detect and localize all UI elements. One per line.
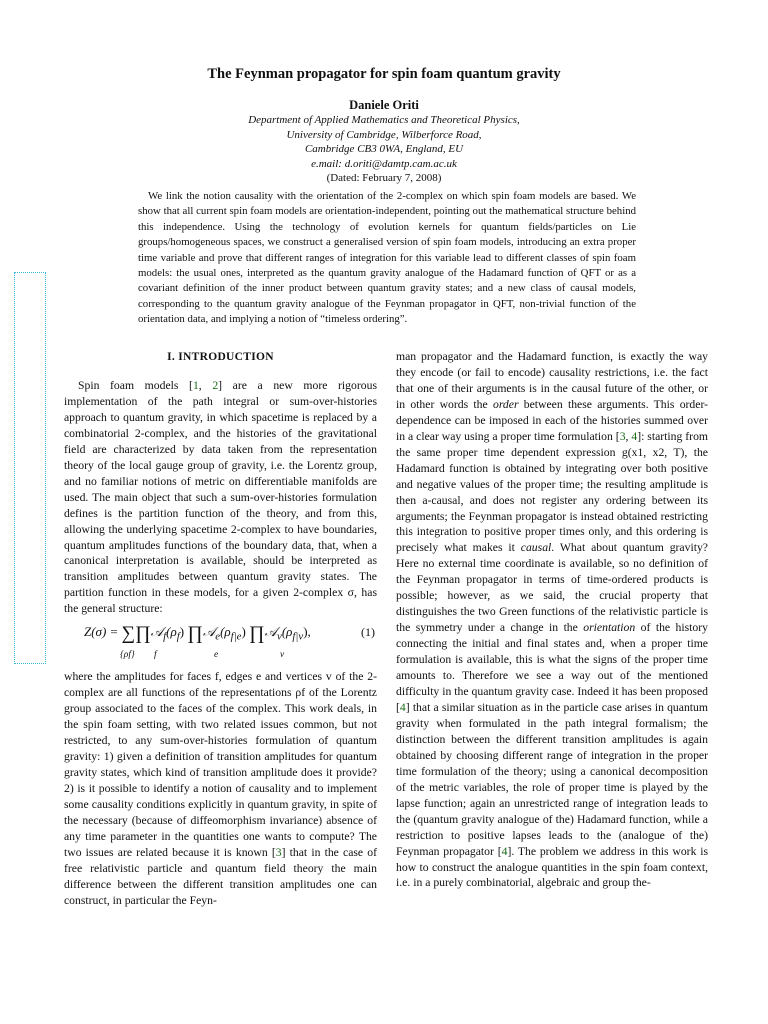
equation-number: (1)	[361, 625, 375, 640]
affiliation-line: University of Cambridge, Wilberforce Road,	[286, 128, 482, 141]
affiliation-line: Cambridge CB3 0WA, England, EU	[304, 143, 464, 156]
product-subscript-e: e	[214, 650, 219, 661]
affiliation-line: Department of Applied Mathematics and Theoretical Physics,	[248, 114, 520, 126]
author-name: Daniele Oriti	[349, 98, 419, 112]
paper-title: The Feynman propagator for spin foam quantum gravity	[207, 66, 561, 82]
email-line: e.mail: d.oriti@damtp.cam.ac.uk	[311, 157, 457, 170]
citation-link[interactable]: 1	[192, 379, 199, 392]
product-subscript-v: v	[280, 650, 285, 661]
equation-body: $Z(\sigma) = \sum\prod 𝒜_f(\rho_f)$ $\prod 𝒜_e(\rho_{f|e})$ $\prod 𝒜_v(\rho_{f|v})$,	[84, 623, 311, 645]
dated-line: (Dated: February 7, 2008)	[326, 172, 442, 185]
citation-link[interactable]: 4	[501, 844, 508, 858]
affiliation-block	[0, 113, 768, 186]
left-column	[64, 350, 377, 909]
intro-paragraph-continued: man propagator and the Hadamard function, is exactly the way they encode (or fail to encode) causality restrictions, i.e. the fact that one of their arguments is in the causal future of the other, or in other words the order between these arguments. This order-dependence can be imposed in each of the histories summed over in a clear way using a proper time formulation [3, 4]: starting from the same proper time dependent expression g(x1, x2, T), the Hadamard function is obtained by integrating over both positive and negative values of the proper time; the resulting amplitude is then a-causal, and does not register any ordering between its arguments; the Feynman propagator is instead obtained restricting this integration to positive proper times only, and this ordering is precisely what makes it causal. What about quantum gravity? Here no external time coordinate is available, so no definition of the Feynman propagator in terms of time-ordered products is possible; however, as we said, the crucial property that distinguishes the two Green functions of the relativistic particle is the symmetry under a change in the orientation of the history connecting the initial and final states and, when a proper time formulation is available, this is what the signs of the proper time amounts to. Therefore we see a way out of the mentioned difficulty in the quantum gravity case. Indeed it has been proposed [4] that a similar situation as in the particle case arises in quantum gravity when formulated in the path integral formalism; the distinction between the different transition amplitudes is again obtained by choosing different range of integration in the proper time formulation of the theory; using a canonical decomposition of the metric variables, the role of proper time is played by the lapse function; again an unrestricted range of integration leads to the (quantum gravity analogue of the) Hadamard function, while a restriction to positive lapses leads to the (analogue of the) Feynman propagator [4]. The problem we address in this work is how to construct the analogue quantities in the spin foam context, i.e. in a purely combinatorial, algebraic and group the-	[396, 350, 709, 890]
intro-paragraph-2: where the amplitudes for faces f, edges e and vertices v of the 2-complex are all functions of the representations ρf of the Lorentz group associated to the faces of the complex. This work deals, in the spin foam setting, with two related issues common, but not restricted, to any sum-over-histories formulation of quantum gravity: 1) given a definition of transition amplitudes for quantum gravity states, which kind of transition amplitude does it provide? 2) is it possible to identify a notion of causality and to implement some causality conditions explicitly in quantum gravity, in spite of the necessary (because of diffeomorphism invariance) absence of any time parameter in the quantities one wants to compute? The two issues are related because it is known [3] that in the case of free relativistic particle and quantum field theory the main difference between the different transition amplitudes one can construct, in particular the Feyn-	[64, 670, 378, 907]
citation-link[interactable]: 4	[399, 700, 406, 714]
citation-link[interactable]: 3	[619, 429, 626, 443]
intro-paragraph-1: Spin foam models [1, 2] are a new more rigorous implementation of the path integral or sum-over-histories approach to quantum gravity, in which spacetime is replaced by a combinatorial 2-complex, and the histories of the gravitational field are characterized by data taken from the representation theory of the local gauge group of gravity, i.e. the Lorentz group, and no familiar notions of metric on differentiable manifolds are used. The main object that such a sum-over-histories formulation defines is the partition function of the theory, and from this, allowing the underlying spacetime 2-complex to have boundaries, quantum amplitudes functions of the boundary data, that, when a canonical interpretation is available, should be interpreted as transition amplitudes between quantum gravity states. The partition function in these models, for a given 2-complex σ, has the general structure:	[64, 379, 377, 616]
sum-subscript: {ρf}	[120, 650, 135, 661]
abstract: We link the notion causality with the orientation of the 2-complex on which spin foam models are based. We show that all current spin foam models are orientation-independent, pointing out the mathematical structure behind this independence. Using the technology of evolution kernels for quantum fields/particles on Lie groups/homogeneous spaces, we construct a generalised version of spin foam models, introducing an extra proper time variable and prove that different ranges of integration for this variable lead to different classes of spin foam models: the usual ones, interpreted as the quantum gravity analogue of the Hadamard function of QFT or as a covariant definition of the inner product between quantum gravity states; and a new class of causal models, corresponding to the quantum gravity analogue of the Feynman propagator in QFT, non-trivial function of the orientation data, and implying a notion of “timeless ordering”.	[138, 190, 636, 326]
right-column	[396, 349, 708, 891]
section-heading: I. INTRODUCTION	[167, 351, 274, 363]
arxiv-sidebar-box	[14, 272, 46, 664]
equation-1	[64, 622, 377, 666]
citation-link[interactable]: 4	[631, 429, 638, 443]
citation-link[interactable]: 2	[212, 379, 219, 392]
product-subscript-f: f	[154, 650, 157, 661]
citation-link[interactable]: 3	[275, 845, 282, 859]
